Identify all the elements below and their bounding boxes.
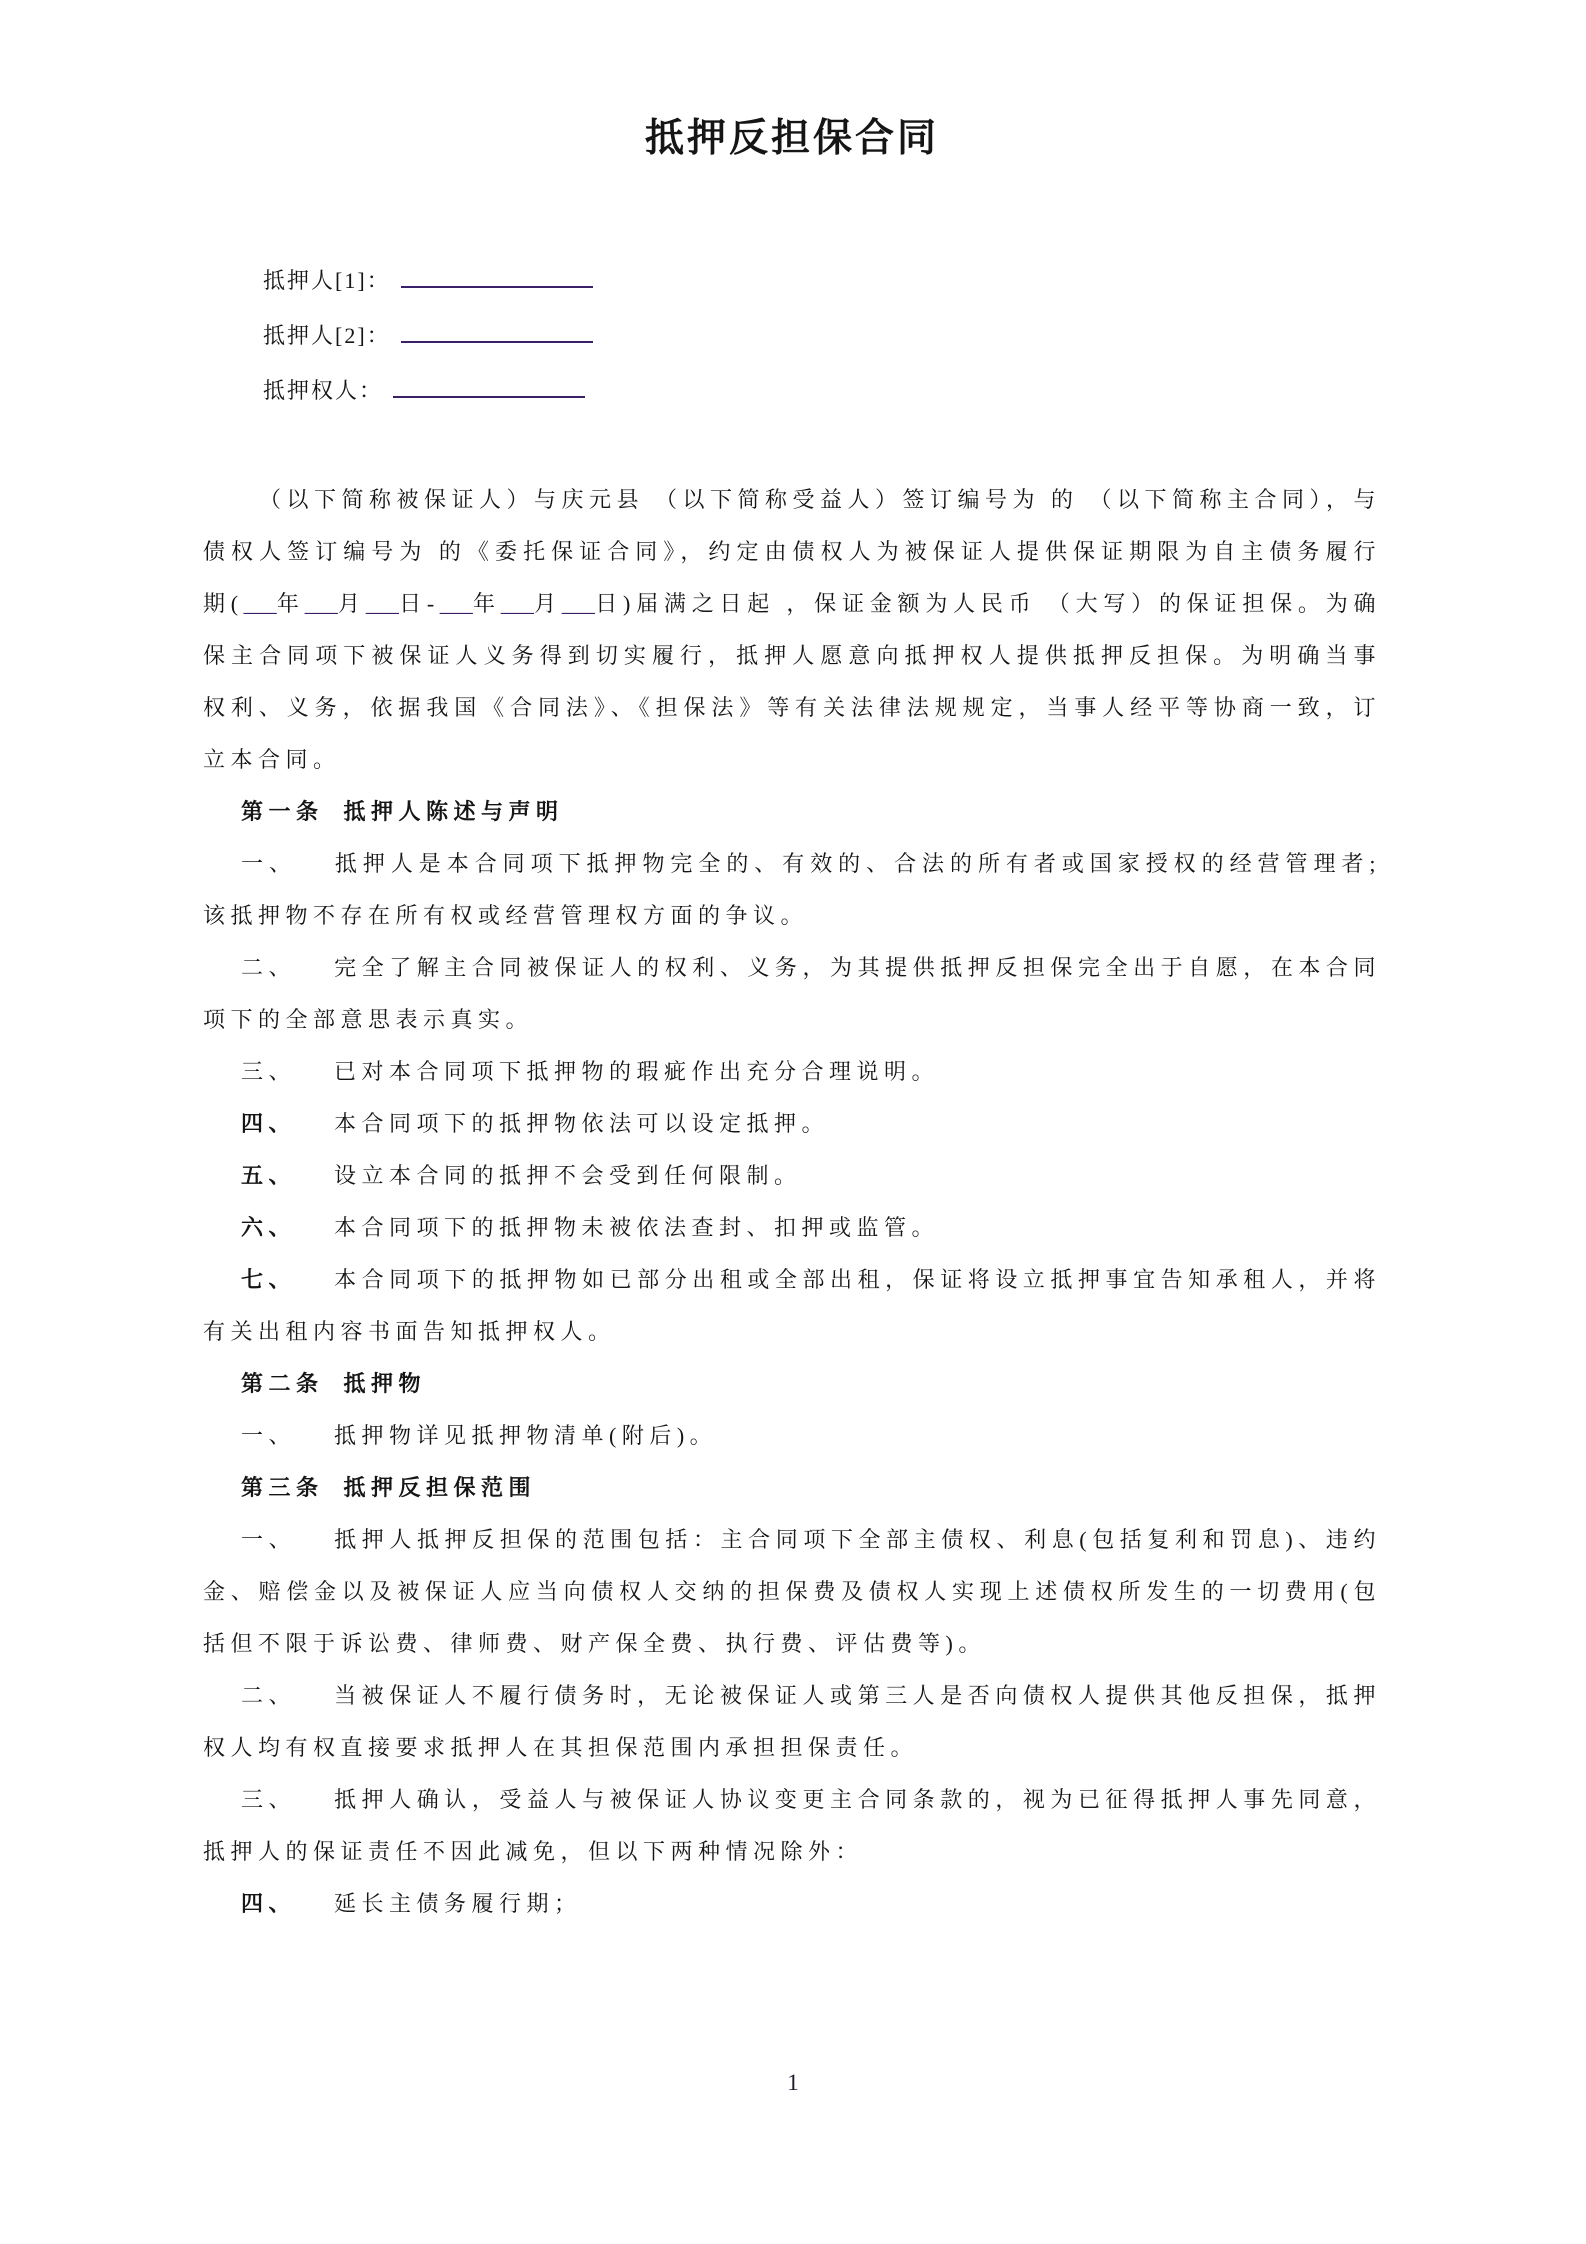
item-marker: 七、	[241, 1266, 297, 1292]
section-heading	[203, 1358, 1381, 1410]
item-marker: 一、	[241, 1526, 297, 1552]
party-line	[263, 253, 1381, 308]
text-run: 日)届满之日起 ，保证金额为人民币 （大写）的保证担保。为确保主合同项下被保证人义务得到切实履行，抵押人愿意向抵押权人提供抵押反担保。为明确当事权利、义务，依据我国《合同法》、《担保法》等有关法律法规规定，当事人经平等协商一致，订立本合同。	[203, 590, 1381, 772]
fill-in-blank: ___	[500, 590, 534, 616]
contract-item	[203, 838, 1381, 942]
item-text: 本合同项下的抵押物依法可以设定抵押。	[334, 1110, 830, 1136]
contract-title: 抵押反担保合同	[644, 117, 939, 160]
party-line	[263, 308, 1381, 363]
text-run: （以下简称被保证人）与庆元县 （以下简称受益人）签订编号为 的 （以下简称主合同），与债权人签订编号为 的《委托保证合同》，约定由债权人为被保证人提供保证期限为自主债务履行期(	[203, 486, 1382, 616]
item-text: 当被保证人不履行债务时，无论被保证人或第三人是否向债权人提供其他反担保，抵押权人均有权直接要求抵押人在其担保范围内承担担保责任。	[203, 1682, 1381, 1760]
text-run: 月	[337, 590, 366, 616]
item-text: 已对本合同项下抵押物的瑕疵作出充分合理说明。	[334, 1058, 940, 1084]
contract-item	[203, 1098, 1381, 1150]
party-label: 抵押人[2]：	[263, 322, 391, 348]
item-text: 设立本合同的抵押不会受到任何限制。	[334, 1162, 802, 1188]
text-run: 年	[276, 590, 305, 616]
contract-item	[203, 1670, 1381, 1774]
clause-title: 抵押物	[343, 1370, 427, 1396]
contract-item	[203, 942, 1381, 1046]
item-text: 抵押人抵押反担保的范围包括：主合同项下全部主债权、利息(包括复利和罚息)、违约金、赔偿金以及被保证人应当向债权人交纳的担保费及债权人实现上述债权所发生的一切费用(包括但不限于诉讼费、律师费、财产保全费、执行费、评估费等)。	[203, 1526, 1381, 1656]
item-marker: 四、	[241, 1890, 297, 1916]
text-run: 年	[472, 590, 501, 616]
clause-title: 抵押反担保范围	[343, 1474, 537, 1500]
fill-in-blank: ___	[304, 590, 338, 616]
fill-in-blank: ___	[561, 590, 595, 616]
party-blank-line	[393, 372, 585, 398]
contract-item	[203, 1878, 1381, 1930]
item-text: 延长主债务履行期；	[334, 1890, 582, 1916]
text-run: 月	[533, 590, 562, 616]
clause-title: 抵押人陈述与声明	[343, 798, 564, 824]
item-marker: 一、	[241, 850, 297, 876]
item-marker: 四、	[241, 1110, 297, 1136]
text-run: 日-	[398, 590, 440, 616]
item-marker: 二、	[241, 1682, 297, 1708]
item-text: 本合同项下的抵押物未被依法查封、扣押或监管。	[334, 1214, 940, 1240]
page-number: 1	[787, 2070, 799, 2095]
party-line	[263, 363, 1381, 418]
contract-item	[203, 1150, 1381, 1202]
parties-block	[263, 253, 1381, 418]
contract-item	[203, 1202, 1381, 1254]
item-marker: 五、	[241, 1162, 297, 1188]
party-blank-line	[401, 262, 593, 288]
item-text: 抵押人是本合同项下抵押物完全的、有效的、合法的所有者或国家授权的经营管理者;该抵押物不存在所有权或经营管理权方面的争议。	[203, 850, 1381, 928]
contract-item	[203, 1410, 1381, 1462]
contract-item	[203, 1774, 1381, 1878]
party-label: 抵押权人：	[263, 377, 384, 403]
clause-number: 第一条	[241, 798, 324, 824]
clause-number: 第三条	[241, 1474, 324, 1500]
party-label: 抵押人[1]：	[263, 267, 391, 293]
item-marker: 三、	[241, 1786, 297, 1812]
item-text: 完全了解主合同被保证人的权利、义务，为其提供抵押反担保完全出于自愿，在本合同项下的全部意思表示真实。	[203, 954, 1381, 1032]
item-marker: 二、	[241, 954, 297, 980]
intro-paragraph	[203, 474, 1381, 786]
item-marker: 三、	[241, 1058, 297, 1084]
item-text: 抵押物详见抵押物清单(附后)。	[334, 1422, 718, 1448]
item-text: 本合同项下的抵押物如已部分出租或全部出租，保证将设立抵押事宜告知承租人，并将有关出租内容书面告知抵押权人。	[203, 1266, 1381, 1344]
fill-in-blank: ___	[243, 590, 277, 616]
party-blank-line	[401, 317, 593, 343]
contract-item	[203, 1254, 1381, 1358]
clause-number: 第二条	[241, 1370, 324, 1396]
fill-in-blank: ___	[439, 590, 473, 616]
section-heading	[203, 786, 1381, 838]
item-text: 抵押人确认，受益人与被保证人协议变更主合同条款的，视为已征得抵押人事先同意，抵押人的保证责任不因此减免，但以下两种情况除外：	[203, 1786, 1381, 1864]
contract-item	[203, 1046, 1381, 1098]
contract-item	[203, 1514, 1381, 1670]
section-heading	[203, 1462, 1381, 1514]
item-marker: 六、	[241, 1214, 297, 1240]
item-marker: 一、	[241, 1422, 297, 1448]
fill-in-blank: ___	[365, 590, 399, 616]
